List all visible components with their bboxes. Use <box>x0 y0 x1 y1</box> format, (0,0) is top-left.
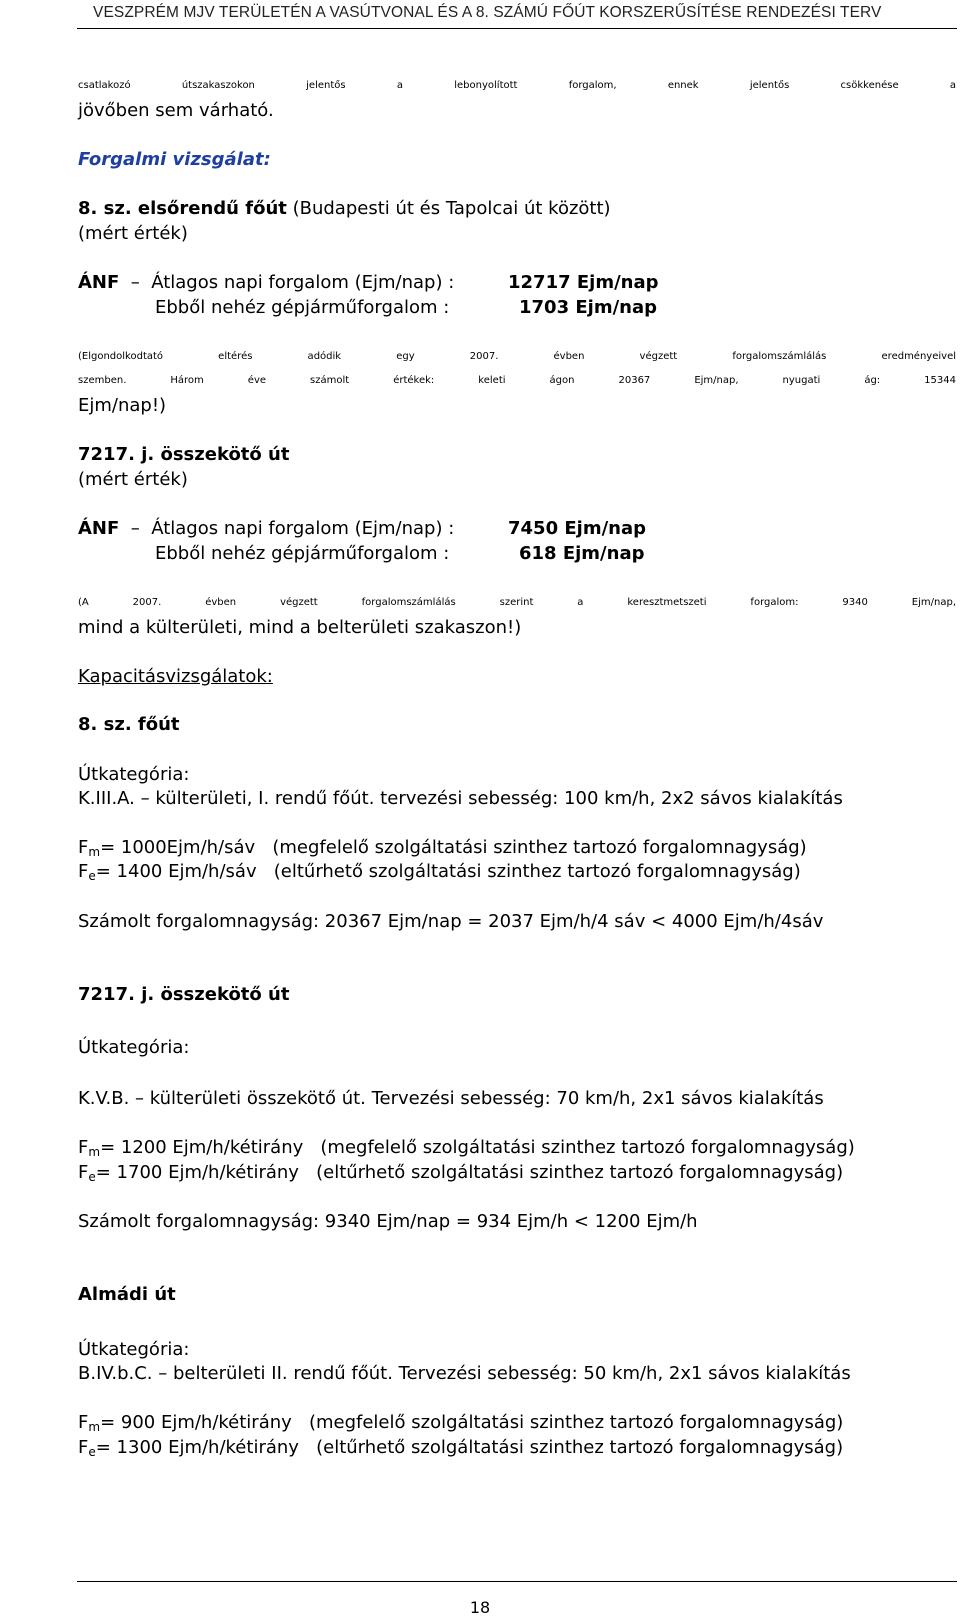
road8-title-rest: (Budapesti út és Tapolcai út között) <box>286 198 611 219</box>
s1-fm-prefix: F <box>78 837 89 858</box>
s3-fe-prefix: F <box>78 1437 89 1458</box>
s2-fm-row <box>78 1136 855 1164</box>
s1-title: 8. sz. főút <box>78 714 180 735</box>
road7217-anf-value: 7450 Ejm/nap <box>508 518 647 539</box>
road8-title-bold: 8. sz. elsőrendű főút <box>78 198 287 219</box>
road7217-anf-text: Átlagos napi forgalom (Ejm/nap) : <box>151 518 455 539</box>
road7217-note-2: mind a külterületi, mind a belterületi szakaszon!) <box>78 617 522 638</box>
s1-fe-prefix: F <box>78 861 89 882</box>
road7217-anf-label: ÁNF <box>78 518 120 539</box>
header-rule <box>77 28 957 29</box>
road8-note-3: Ejm/nap!) <box>78 395 167 416</box>
s3-fm-text: = 900 Ejm/h/kétirány (megfelelő szolgáltatási szinthez tartozó forgalomnagyság) <box>100 1412 844 1433</box>
s3-fm-sub: m <box>88 1420 101 1434</box>
s3-fm-row <box>78 1411 843 1439</box>
road8-anf-row <box>78 271 454 295</box>
road8-anf-label: ÁNF <box>78 272 120 293</box>
footer-rule <box>77 1581 957 1582</box>
s2-category-label: Útkategória: <box>78 1037 190 1058</box>
s2-fm-prefix: F <box>78 1137 89 1158</box>
road8-measured: (mért érték) <box>78 223 188 244</box>
intro-line-2: jövőben sem várható. <box>78 100 274 121</box>
road7217-title: 7217. j. összekötő út <box>78 444 290 465</box>
traffic-study-heading: Forgalmi vizsgálat: <box>78 149 271 170</box>
s1-fe-row <box>78 860 801 888</box>
road8-note-2: szemben. Három éve számolt értékek: keleti ágon 20367 Ejm/nap, nyugati ág: 15344 <box>78 375 956 386</box>
page-number: 18 <box>469 1598 491 1617</box>
s3-fe-row <box>78 1436 843 1464</box>
road8-anf-dash: – <box>125 272 146 293</box>
s1-fe-sub: e <box>88 869 96 883</box>
s1-calc: Számolt forgalomnagyság: 20367 Ejm/nap = 2037 Ejm/h/4 sáv < 4000 Ejm/h/4sáv <box>78 911 824 932</box>
s3-category-value: B.IV.b.C. – belterületi II. rendű főút. Tervezési sebesség: 50 km/h, 2x1 sávos kialakítás <box>78 1363 851 1384</box>
s2-category-value: K.V.B. – külterületi összekötő út. Tervezési sebesség: 70 km/h, 2x1 sávos kialakítás <box>78 1088 824 1109</box>
s2-fe-text: = 1700 Ejm/h/kétirány (eltűrhető szolgáltatási szinthez tartozó forgalomnagyság) <box>95 1162 844 1183</box>
s2-title: 7217. j. összekötő út <box>78 984 290 1005</box>
s2-fe-prefix: F <box>78 1162 89 1183</box>
s1-fm-text: = 1000Ejm/h/sáv (megfelelő szolgáltatási szinthez tartozó forgalomnagyság) <box>100 837 807 858</box>
s1-fe-text: = 1400 Ejm/h/sáv (eltűrhető szolgáltatási szinthez tartozó forgalomnagyság) <box>95 861 801 882</box>
s3-title: Almádi út <box>78 1284 176 1305</box>
road8-title <box>78 197 611 221</box>
s2-fe-sub: e <box>88 1170 96 1184</box>
road7217-anf-dash: – <box>125 518 146 539</box>
road7217-note-1: (A 2007. évben végzett forgalomszámlálás szerint a keresztmetszeti forgalom: 9340 Ejm/nap, <box>78 597 956 608</box>
capacity-heading: Kapacitásvizsgálatok: <box>78 666 273 687</box>
s2-fm-sub: m <box>88 1145 101 1159</box>
s3-category-label: Útkategória: <box>78 1339 190 1360</box>
s2-fm-text: = 1200 Ejm/h/kétirány (megfelelő szolgáltatási szinthez tartozó forgalomnagyság) <box>100 1137 855 1158</box>
running-header: VESZPRÉM MJV TERÜLETÉN A VASÚTVONAL ÉS A 8. SZÁMÚ FŐÚT KORSZERŰSÍTÉSE RENDEZÉSI TERV <box>93 4 882 21</box>
road7217-heavy-text: Ebből nehéz gépjárműforgalom : <box>155 543 450 564</box>
road8-heavy-text: Ebből nehéz gépjárműforgalom : <box>155 297 450 318</box>
road8-note-1: (Elgondolkodtató eltérés adódik egy 2007. évben végzett forgalomszámlálás eredményeivel <box>78 351 956 362</box>
s3-fe-sub: e <box>88 1445 96 1459</box>
s3-fe-text: = 1300 Ejm/h/kétirány (eltűrhető szolgáltatási szinthez tartozó forgalomnagyság) <box>95 1437 844 1458</box>
s1-fm-sub: m <box>88 845 101 859</box>
s2-fe-row <box>78 1161 843 1189</box>
intro-line-1: csatlakozó útszakaszokon jelentős a lebonyolított forgalom, ennek jelentős csökkenése a <box>78 80 956 91</box>
s3-fm-prefix: F <box>78 1412 89 1433</box>
s1-category-value: K.III.A. – külterületi, I. rendű főút. tervezési sebesség: 100 km/h, 2x2 sávos kialakítás <box>78 788 843 809</box>
road7217-anf-row <box>78 517 454 541</box>
s1-category-label: Útkategória: <box>78 764 190 785</box>
road8-anf-value: 12717 Ejm/nap <box>508 272 659 293</box>
s2-calc: Számolt forgalomnagyság: 9340 Ejm/nap = 934 Ejm/h < 1200 Ejm/h <box>78 1211 698 1232</box>
road8-heavy-value: 1703 Ejm/nap <box>519 297 658 318</box>
road7217-heavy-value: 618 Ejm/nap <box>519 543 645 564</box>
road8-anf-text: Átlagos napi forgalom (Ejm/nap) : <box>151 272 455 293</box>
road7217-measured: (mért érték) <box>78 469 188 490</box>
